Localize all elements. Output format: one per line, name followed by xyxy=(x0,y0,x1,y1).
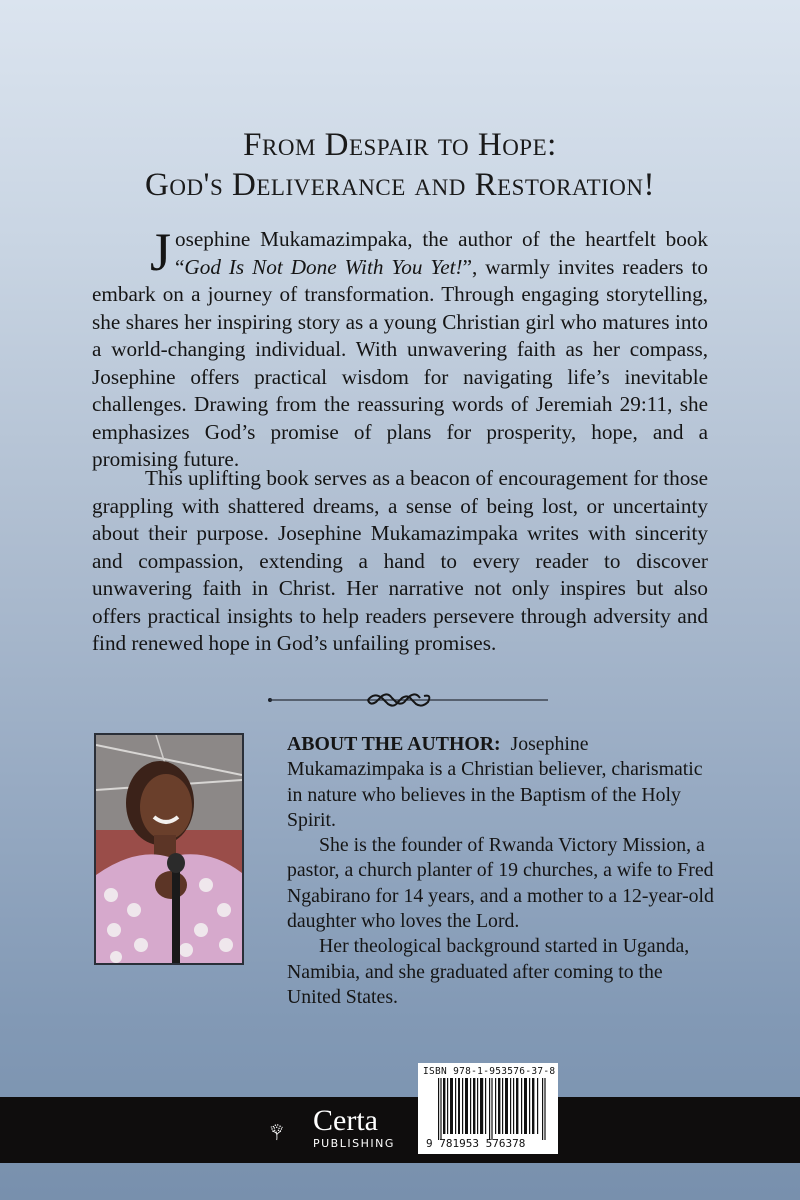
tree-logo-icon xyxy=(270,1106,312,1158)
about-paragraph-3: Her theological background started in Uganda, Namibia, and she graduated after coming to the United States. xyxy=(287,935,690,1008)
ornament-divider-icon xyxy=(268,690,548,710)
paragraph-1-text-b: ”, warmly invites readers to embark on a journey of transformation. Through engaging storytelling, she shares her inspiring story as a young Christian girl who matures into a world-changing individual. With unwavering faith as her compass, Josephine offers practical wisdom for navigating life’s inevitable challenges. Drawing from the reassuring words of Jeremiah 29:11, she emphasizes God’s promise of plans for prosperity, hope, and a promising future. xyxy=(92,254,709,471)
author-photo xyxy=(94,733,244,965)
footer-band xyxy=(0,1097,800,1163)
about-paragraph-2: She is the founder of Rwanda Victory Mission, a pastor, a church planter of 19 churches, a wife to Fred Ngabirano for 14 years, and a mother to a 12-year-old daughter who loves the Lord. xyxy=(287,834,714,933)
title-line-2: God's Deliverance and Restoration! xyxy=(145,167,655,203)
description-paragraph-2: This uplifting book serves as a beacon of encouragement for those grappling with shattered dreams, a sense of being lost, or uncertainty about their purpose. Josephine Mukamazimpaka writes with sincerity and compassion, extending a hand to every reader to discover unwavering faith in Christ. Her narrative not only inspires but also offers practical insights to help readers persevere through adversity and find renewed hope in God’s unfailing promises. xyxy=(92,466,708,655)
drop-cap: J xyxy=(150,222,172,282)
about-paragraph-1 xyxy=(287,732,717,833)
description-paragraph-1 xyxy=(92,222,709,474)
isbn-label: ISBN 978-1-953576-37-8 xyxy=(423,1066,556,1077)
title-line-1: From Despair to Hope: xyxy=(243,127,557,163)
about-text-1: Josephine Mukamazimpaka is a Christian believer, charismatic in nature who believes in the Baptism of the Holy Spirit. xyxy=(287,733,703,831)
book-title-italic: God Is Not Done With You Yet! xyxy=(184,254,463,279)
barcode-number: 9 781953 576378 xyxy=(426,1137,526,1150)
about-the-author xyxy=(287,732,717,1010)
paragraph-1-text-a: osephine Mukamazimpaka, the author of the heartfelt book “ xyxy=(175,227,708,279)
about-label: ABOUT THE AUTHOR: xyxy=(287,733,501,755)
publisher-sub: PUBLISHING xyxy=(313,1137,395,1150)
isbn-barcode xyxy=(418,1063,558,1154)
publisher-name: Certa xyxy=(313,1104,378,1137)
cover-title xyxy=(0,125,800,205)
barcode-bars-icon xyxy=(438,1078,546,1140)
